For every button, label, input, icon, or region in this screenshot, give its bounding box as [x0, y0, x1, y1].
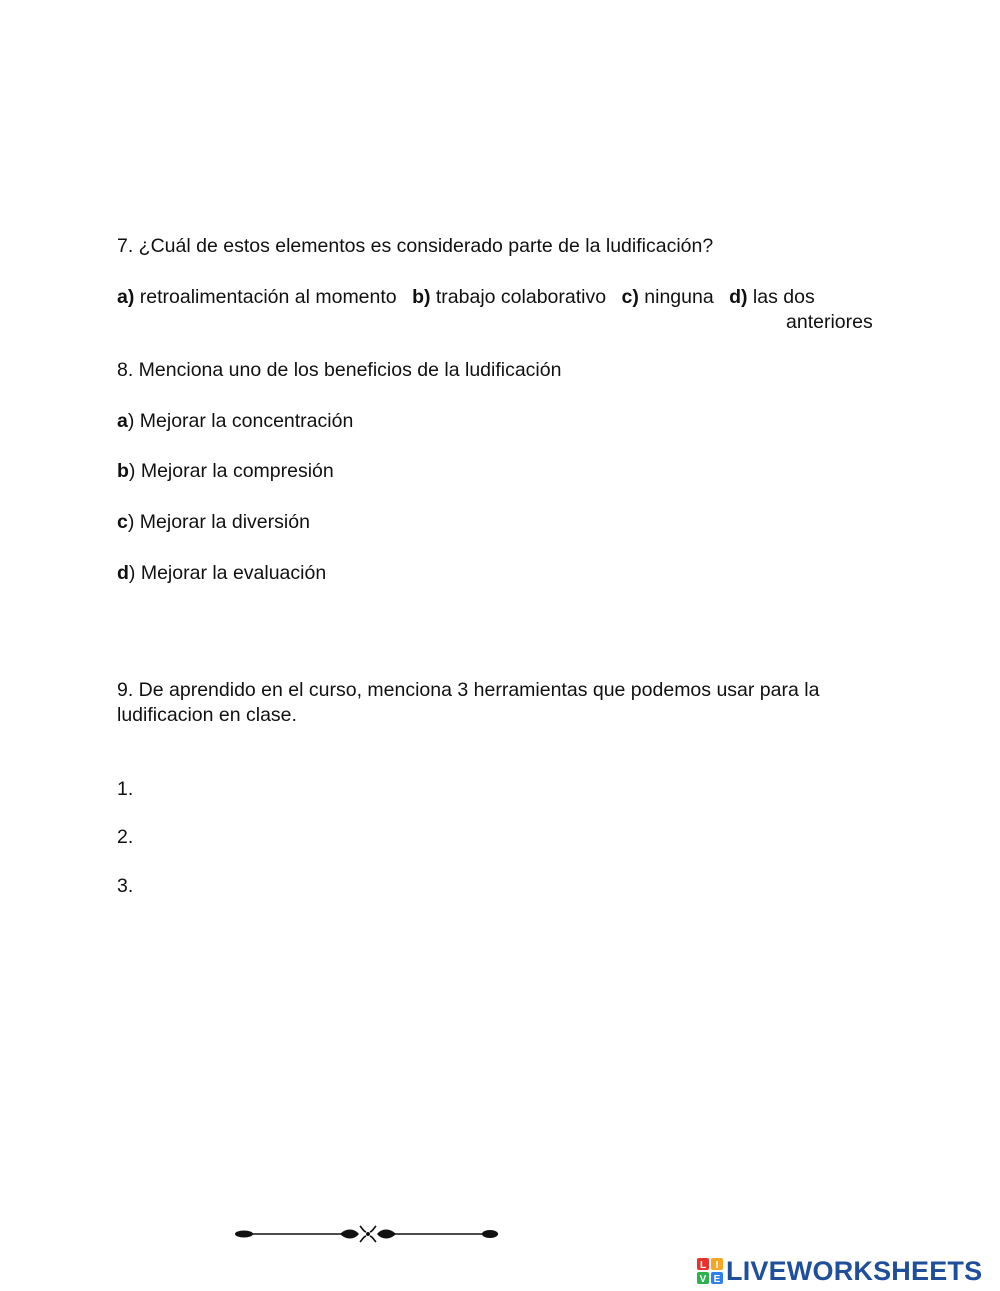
q8-option-b	[117, 459, 334, 483]
q7-option-a-text: retroalimentación al momento	[139, 286, 397, 308]
q7-option-b-text: trabajo colaborativo	[435, 286, 607, 308]
q7-option-d-continuation: anteriores	[786, 311, 873, 333]
q9-answer-3-label: 3.	[117, 875, 134, 897]
liveworksheets-logo	[697, 1256, 982, 1286]
question-7-text: 7. ¿Cuál de estos elementos es considerado parte de la ludificación?	[117, 235, 714, 257]
q8-option-d-letter: d	[117, 562, 129, 584]
q7-option-b-letter: b)	[412, 286, 431, 308]
q7-option-a-letter: a)	[117, 286, 135, 308]
question-9-text: 9. De aprendido en el curso, menciona 3 herramientas que podemos usar para la ludificacion en clase.	[117, 679, 820, 726]
question-8-text: 8. Menciona uno de los beneficios de la ludificación	[117, 359, 562, 381]
icon-letter-e: E	[713, 1274, 721, 1284]
icon-letter-l: L	[699, 1260, 707, 1271]
brand-name: LIVEWORKSHEETS	[726, 1256, 983, 1286]
q8-option-b-letter: b	[117, 460, 129, 482]
q7-option-d-letter: d)	[729, 286, 748, 308]
liveworksheets-icon	[697, 1258, 723, 1284]
q9-answer-2-label: 2.	[117, 826, 134, 848]
q8-option-b-text: ) Mejorar la compresión	[128, 460, 334, 482]
q7-option-c-text: ninguna	[644, 286, 714, 308]
q8-option-a-letter: a	[117, 410, 128, 432]
q8-option-c-text: ) Mejorar la diversión	[127, 511, 310, 533]
q8-option-a-text: ) Mejorar la concentración	[127, 410, 354, 432]
q8-option-a	[117, 409, 353, 433]
q7-option-d-text: las dos	[752, 286, 815, 308]
ornament-divider-icon	[232, 1222, 504, 1246]
q9-answer-1-label: 1.	[117, 778, 134, 800]
icon-letter-i: I	[715, 1260, 719, 1271]
question-7-options	[117, 285, 815, 309]
q8-option-d	[117, 561, 326, 585]
icon-letter-v: V	[699, 1274, 707, 1284]
q8-option-d-text: ) Mejorar la evaluación	[128, 562, 327, 584]
q8-option-c	[117, 510, 310, 534]
q7-option-c-letter: c)	[621, 286, 639, 308]
q8-option-c-letter: c	[117, 511, 128, 533]
